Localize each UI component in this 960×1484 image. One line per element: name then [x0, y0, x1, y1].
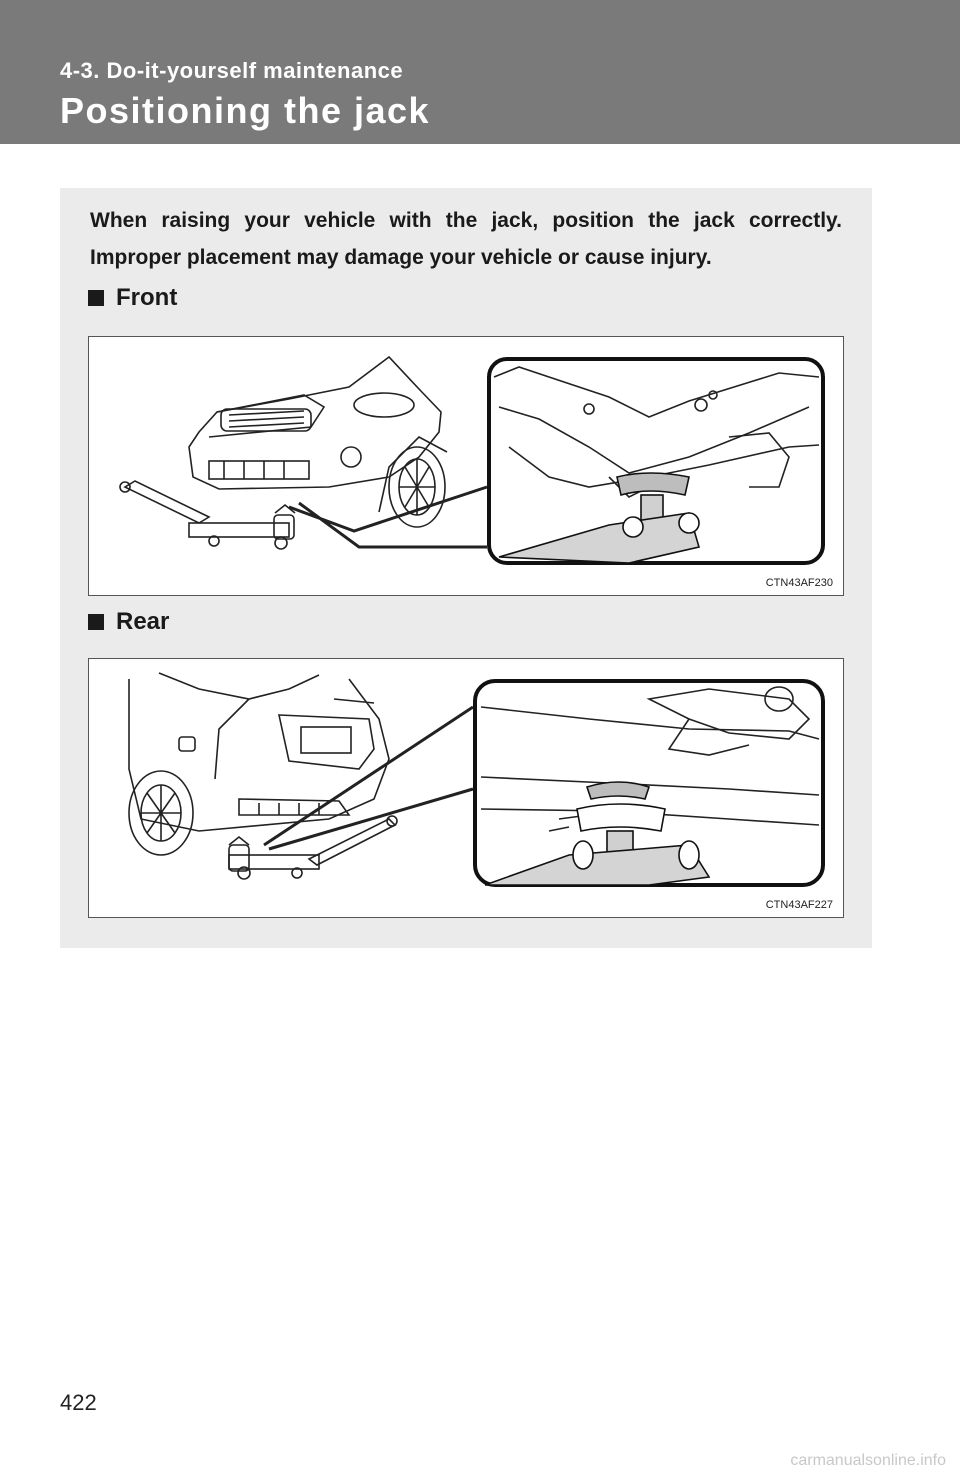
- front-figure: [88, 336, 844, 596]
- rear-jack-illustration: [89, 659, 845, 919]
- front-heading: [88, 284, 177, 312]
- front-figure-code: CTN43AF230: [765, 577, 833, 589]
- rear-heading-label: Rear: [116, 608, 170, 635]
- intro-text: When raising your vehicle with the jack, position the jack correctly. Improper placement may damage your vehicle or cause injury.: [90, 209, 842, 269]
- watermark: carmanualsonline.info: [790, 1452, 946, 1469]
- front-jack-illustration: [89, 337, 845, 597]
- rear-heading: [88, 608, 169, 636]
- front-heading-label: Front: [116, 284, 178, 311]
- rear-figure-code: CTN43AF227: [765, 899, 833, 911]
- square-bullet-icon: [88, 614, 104, 630]
- page-number: 422: [60, 1390, 97, 1415]
- rear-figure: [88, 658, 844, 918]
- square-bullet-icon: [88, 290, 104, 306]
- section-label: 4-3. Do-it-yourself maintenance: [60, 58, 404, 83]
- page-title: Positioning the jack: [60, 90, 431, 131]
